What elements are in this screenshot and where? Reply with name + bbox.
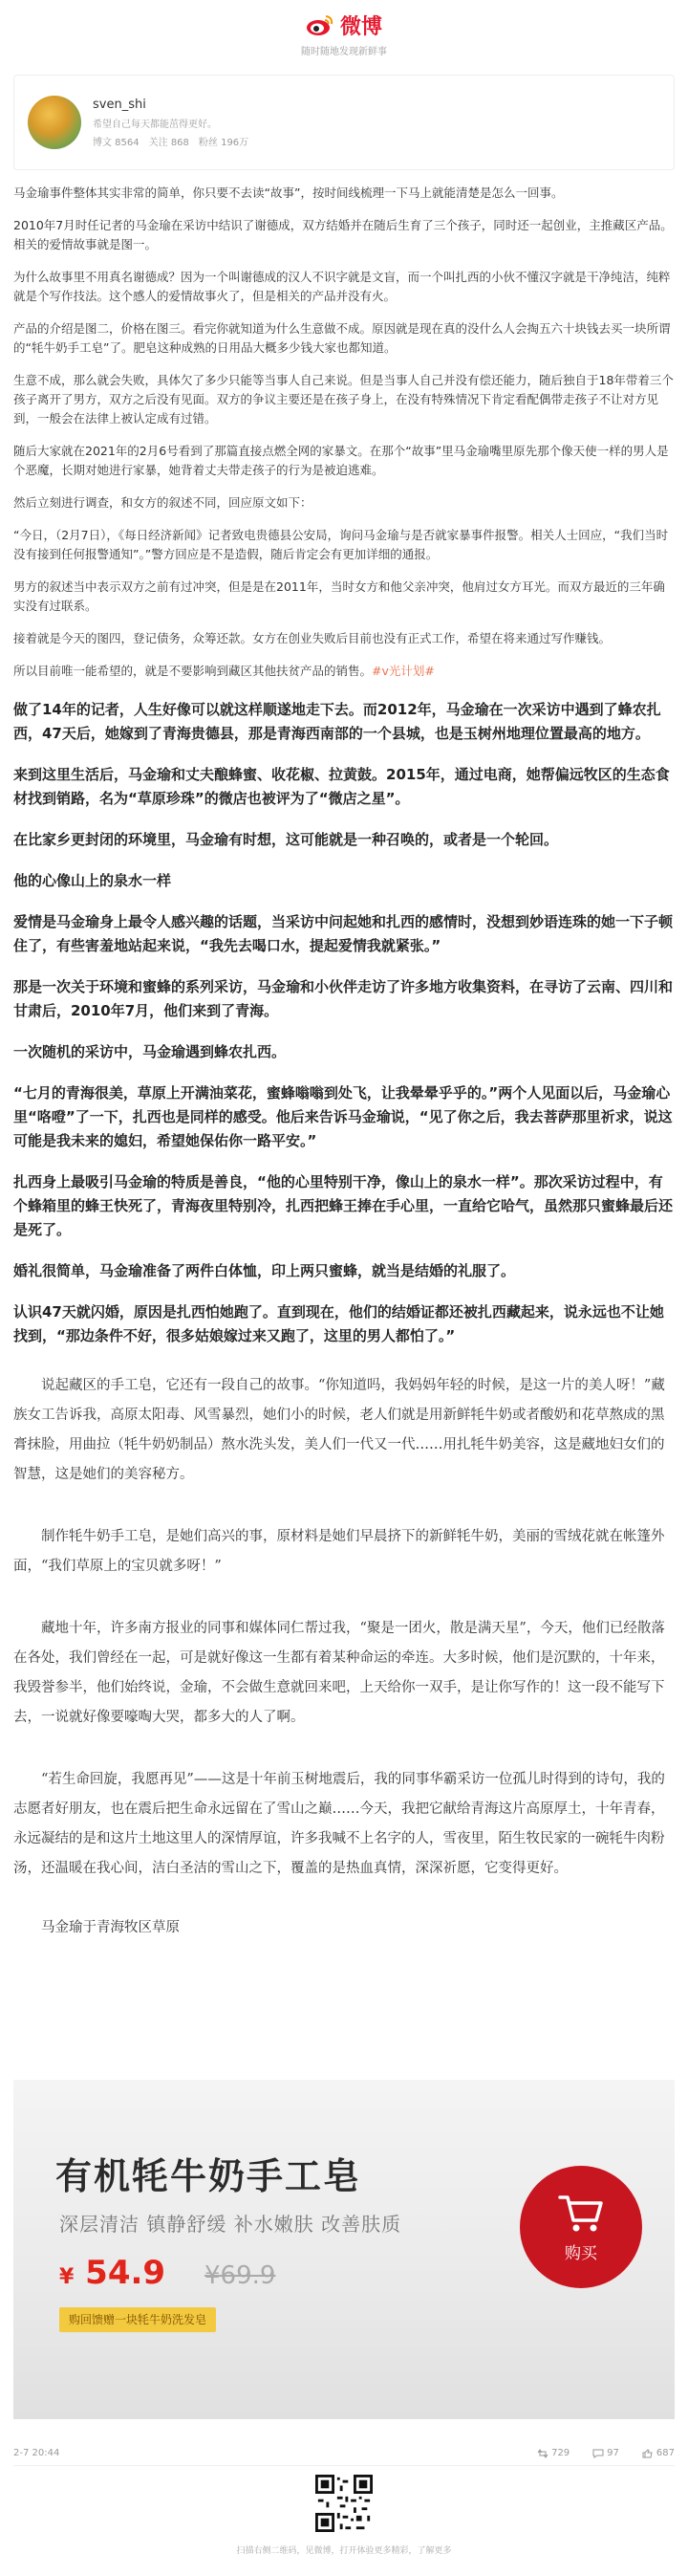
buy-button[interactable] <box>520 2166 642 2288</box>
story-paragraph: 一次随机的采访中，马金瑜遇到蜂农扎西。 <box>13 1043 287 1060</box>
header <box>0 0 688 67</box>
shopping-cart-icon <box>556 2192 606 2234</box>
stat-posts: 博文 8564 <box>93 137 140 148</box>
product-title: 有机牦牛奶手工皂 <box>55 2155 362 2197</box>
paragraph: 为什么故事里不用真名谢德成？因为一个叫谢德成的汉人不识字就是文盲，而一个叫扎西的小伙不懂汉字就是干净纯洁，纯粹就是个写作技法。这个感人的爱情故事火了，但是相关的产品并没有火。 <box>13 270 671 303</box>
story-subheading: 他的心像山上的泉水一样 <box>13 872 172 889</box>
story-paragraph: 来到这里生活后，马金瑜和丈夫酿蜂蜜、收花椒、拉黄鼓。2015年，通过电商，她帮偏远牧区的生态食材找到销路，名为“草原珍珠”的微店也被评为了“微店之星”。 <box>13 766 670 807</box>
author-bio: 希望自己每天都能茁得更好。 <box>93 119 217 130</box>
avatar[interactable] <box>28 96 81 149</box>
thumbs-up-icon <box>642 2449 654 2458</box>
paragraph: 2010年7月时任记者的马金瑜在采访中结识了谢德成，双方结婚并在随后生育了三个孩子，同时还一起创业，主推藏区产品。相关的爱情故事就是图一。 <box>13 218 673 251</box>
price-currency: ¥ <box>59 2265 75 2289</box>
product-old-price: ¥69.9 <box>204 2261 276 2290</box>
price-value: 54.9 <box>85 2254 166 2292</box>
story-image-text <box>0 698 688 1348</box>
letter-signature: 马金瑜于青海牧区草原 <box>41 1920 180 1935</box>
letter-paragraph: “若生命回旋，我愿再见”——这是十年前玉树地震后，我的同事华霸采访一位孤儿时得到的诗句，我的志愿者好朋友，也在震后把生命永远留在了雪山之巅……今天，我把它献给青海这片高原厚土，十年青春，永远凝结的是和这片土地这里人的深情厚谊，许多我喊不上名字的人，雪夜里，陌生牧民家的一碗牦牛肉粉汤，还温暖在我心间，洁白圣洁的雪山之下，覆盖的是热血真情，深深祈愿，它变得更好。 <box>13 1772 665 1876</box>
like-button[interactable] <box>642 2448 675 2458</box>
qr-code-icon[interactable] <box>315 2475 373 2532</box>
paragraph: 然后立刻进行调查，和女方的叙述不同，回应原文如下： <box>13 495 312 510</box>
post-date: 2-7 20:44 <box>13 2448 60 2458</box>
author-info <box>93 98 248 148</box>
letter-paragraph: 藏地十年，许多南方报业的同事和媒体同仁帮过我，“聚是一团火，散是满天星”，今天，他们已经散落在各处，我们曾经在一起，可是就好像这一生都有着某种命运的牵连。大多时候，他们是沉默的，十年来，我毁誉参半，他们始终说，金瑜，不会做生意就回来吧，上天给你一双手，是让你写作的！这一段不能写下去，一说就好像要嚎啕大哭，都多大的人了啊。 <box>13 1621 665 1725</box>
paragraph: 产品的介绍是图二，价格在图三。看完你就知道为什么生意做不成。原因就是现在真的没什么人会掏五六十块钱去买一块所谓的“牦牛奶手工皂”了。肥皂这种成熟的日用品大概多少钱大家也都知道。 <box>13 321 671 355</box>
paragraph: 男方的叙述当中表示双方之前有过冲突，但是是在2011年，当时女方和他父亲冲突，他肩过女方耳光。而双方最近的三年确实没有过联系。 <box>13 579 665 613</box>
repost-count: 729 <box>551 2448 570 2458</box>
quote-paragraph: “今日，（2月7日），《每日经济新闻》记者致电贵德县公安局，询问马金瑜与是否就家暴事件报警。相关人士回应，“我们当时没有接到任何报警通知”。”警方回应是不是造假，随后肯定会有更加详细的通报。 <box>13 528 669 561</box>
product-price <box>59 2254 165 2292</box>
like-count: 687 <box>656 2448 675 2458</box>
stat-following: 关注 868 <box>148 137 189 148</box>
paragraph-with-hashtag <box>13 662 675 681</box>
story-paragraph: 认识47天就闪婚，原因是扎西怕她跑了。直到现在，他们的结婚证都还被扎西藏起来，说永远也不让她找到，“那边条件不好，很多姑娘嫁过来又跑了，这里的男人都怕了。” <box>13 1303 664 1344</box>
story-paragraph: 婚礼很简单，马金瑜准备了两件白体恤，印上两只蜜蜂，就当是结婚的礼服了。 <box>13 1262 516 1279</box>
repost-button[interactable] <box>537 2448 570 2458</box>
letter-paragraph: 制作牦牛奶手工皂，是她们高兴的事，原材料是她们早晨挤下的新鲜牦牛奶，美丽的雪绒花就在帐篷外面，“我们草原上的宝贝就多呀！” <box>13 1529 665 1574</box>
comment-icon <box>592 2449 604 2458</box>
post-meta <box>13 2441 675 2466</box>
brand-name: 微博 <box>339 14 382 39</box>
letter-image-text <box>0 1371 688 1936</box>
story-paragraph: 做了14年的记者，人生好像可以就这样顺遂地走下去。而2012年，马金瑜在一次采访中遇到了蜂农扎西，47天后，她嫁到了青海贵德县，那是青海西南部的一个县城，也是玉树州地理位置最高的地方。 <box>13 701 661 742</box>
paragraph: 马金瑜事件整体其实非常的简单，你只要不去读“故事”，按时间线梳理一下马上就能清楚是怎么一回事。 <box>13 186 564 200</box>
comment-button[interactable] <box>592 2448 619 2458</box>
weibo-eye-icon <box>306 13 334 36</box>
author-name[interactable]: sven_shi <box>93 97 146 112</box>
story-paragraph: 扎西身上最吸引马金瑜的特质是善良，“他的心里特别干净，像山上的泉水一样”。那次采访过程中，有个蜂箱里的蜂王快死了，青海夜里特别冷，扎西把蜂王捧在手心里，一直给它哈气，虽然那只蜜蜂最后还是死了。 <box>13 1173 674 1238</box>
stat-followers: 粉丝 196万 <box>198 137 249 148</box>
story-paragraph: 在比家乡更封闭的环境里，马金瑜有时想，这可能就是一种召唤的，或者是一个轮回。 <box>13 831 559 848</box>
story-paragraph: 爱情是马金瑜身上最令人感兴趣的话题，当采访中问起她和扎西的感情时，没想到妙语连珠的她一下子顿住了，有些害羞地站起来说，“我先去喝口水，提起爱情我就紧张。” <box>13 913 674 954</box>
story-paragraph: 那是一次关于环境和蜜蜂的系列采访，马金瑜和小伙伴走访了许多地方收集资料，在寻访了云南、四川和甘肃后，2010年7月，他们来到了青海。 <box>13 978 674 1019</box>
weibo-logo[interactable] <box>306 11 382 40</box>
summary-text <box>0 184 688 681</box>
brand-tagline: 随时随地发现新鲜事 <box>301 46 387 57</box>
product-banner[interactable] <box>13 2080 675 2419</box>
paragraph: 接着就是今天的图四，登记债务，众筹还款。女方在创业失败后目前也没有正式工作，希望在将来通过写作赚钱。 <box>13 631 612 645</box>
hashtag-link[interactable]: #v光计划# <box>372 664 435 678</box>
paragraph-text: 所以目前唯一能希望的，就是不要影响到藏区其他扶贫产品的销售。 <box>13 664 373 678</box>
buy-label: 购买 <box>565 2243 597 2263</box>
author-stats <box>93 134 248 148</box>
paragraph: 随后大家就在2021年的2月6号看到了那篇直接点燃全网的家暴文。在那个“故事”里马金瑜嘴里原先那个像天使一样的男人是个恶魔，长期对她进行家暴，她背着丈夫带走孩子的行为是被迫逃难。 <box>13 444 669 477</box>
comment-count: 97 <box>607 2448 619 2458</box>
repost-icon <box>537 2449 548 2458</box>
story-paragraph: “七月的青海很美，草原上开满油菜花，蜜蜂嗡嗡到处飞，让我晕晕乎乎的。”两个人见面以后，马金瑜心里“咯噔”了一下，扎西也是同样的感受。他后来告诉马金瑜说，“见了你之后，我去菩萨那里祈求，说这可能是我未来的媳妇，希望她保佑你一路平安。” <box>13 1084 673 1149</box>
qr-caption: 扫描右侧二维码，见微博，打开体验更多精彩，了解更多 <box>236 2546 452 2556</box>
letter-paragraph: 说起藏区的手工皂，它还有一段自己的故事。“你知道吗，我妈妈年轻的时候，是这一片的美人呀！”藏族女工告诉我，高原太阳毒、风雪暴烈，她们小的时候，老人们就是用新鲜牦牛奶或者酸奶和花草熬成的黑膏抹脸，用曲拉（牦牛奶奶制品）熬水洗头发，美人们一代又一代……用扎牦牛奶美容，这是藏地妇女们的智慧，这是她们的美容秘方。 <box>13 1378 665 1482</box>
paragraph: 生意不成，那么就会失败，具体欠了多少只能等当事人自己来说。但是当事人自己并没有偿还能力，随后独自于18年带着三个孩子离开了男方，双方之后没有见面。双方的争议主要还是在孩子身上，在没有特殊情况下肯定看配偶带走孩子不让对方见到，一般会在法律上被认定成有过错。 <box>13 373 674 426</box>
product-subtitle: 深层清洁 镇静舒缓 补水嫩肤 改善肤质 <box>59 2213 402 2236</box>
coupon-badge: 购回馈赠一块牦牛奶洗发皂 <box>59 2307 216 2332</box>
author-card[interactable] <box>13 75 675 170</box>
